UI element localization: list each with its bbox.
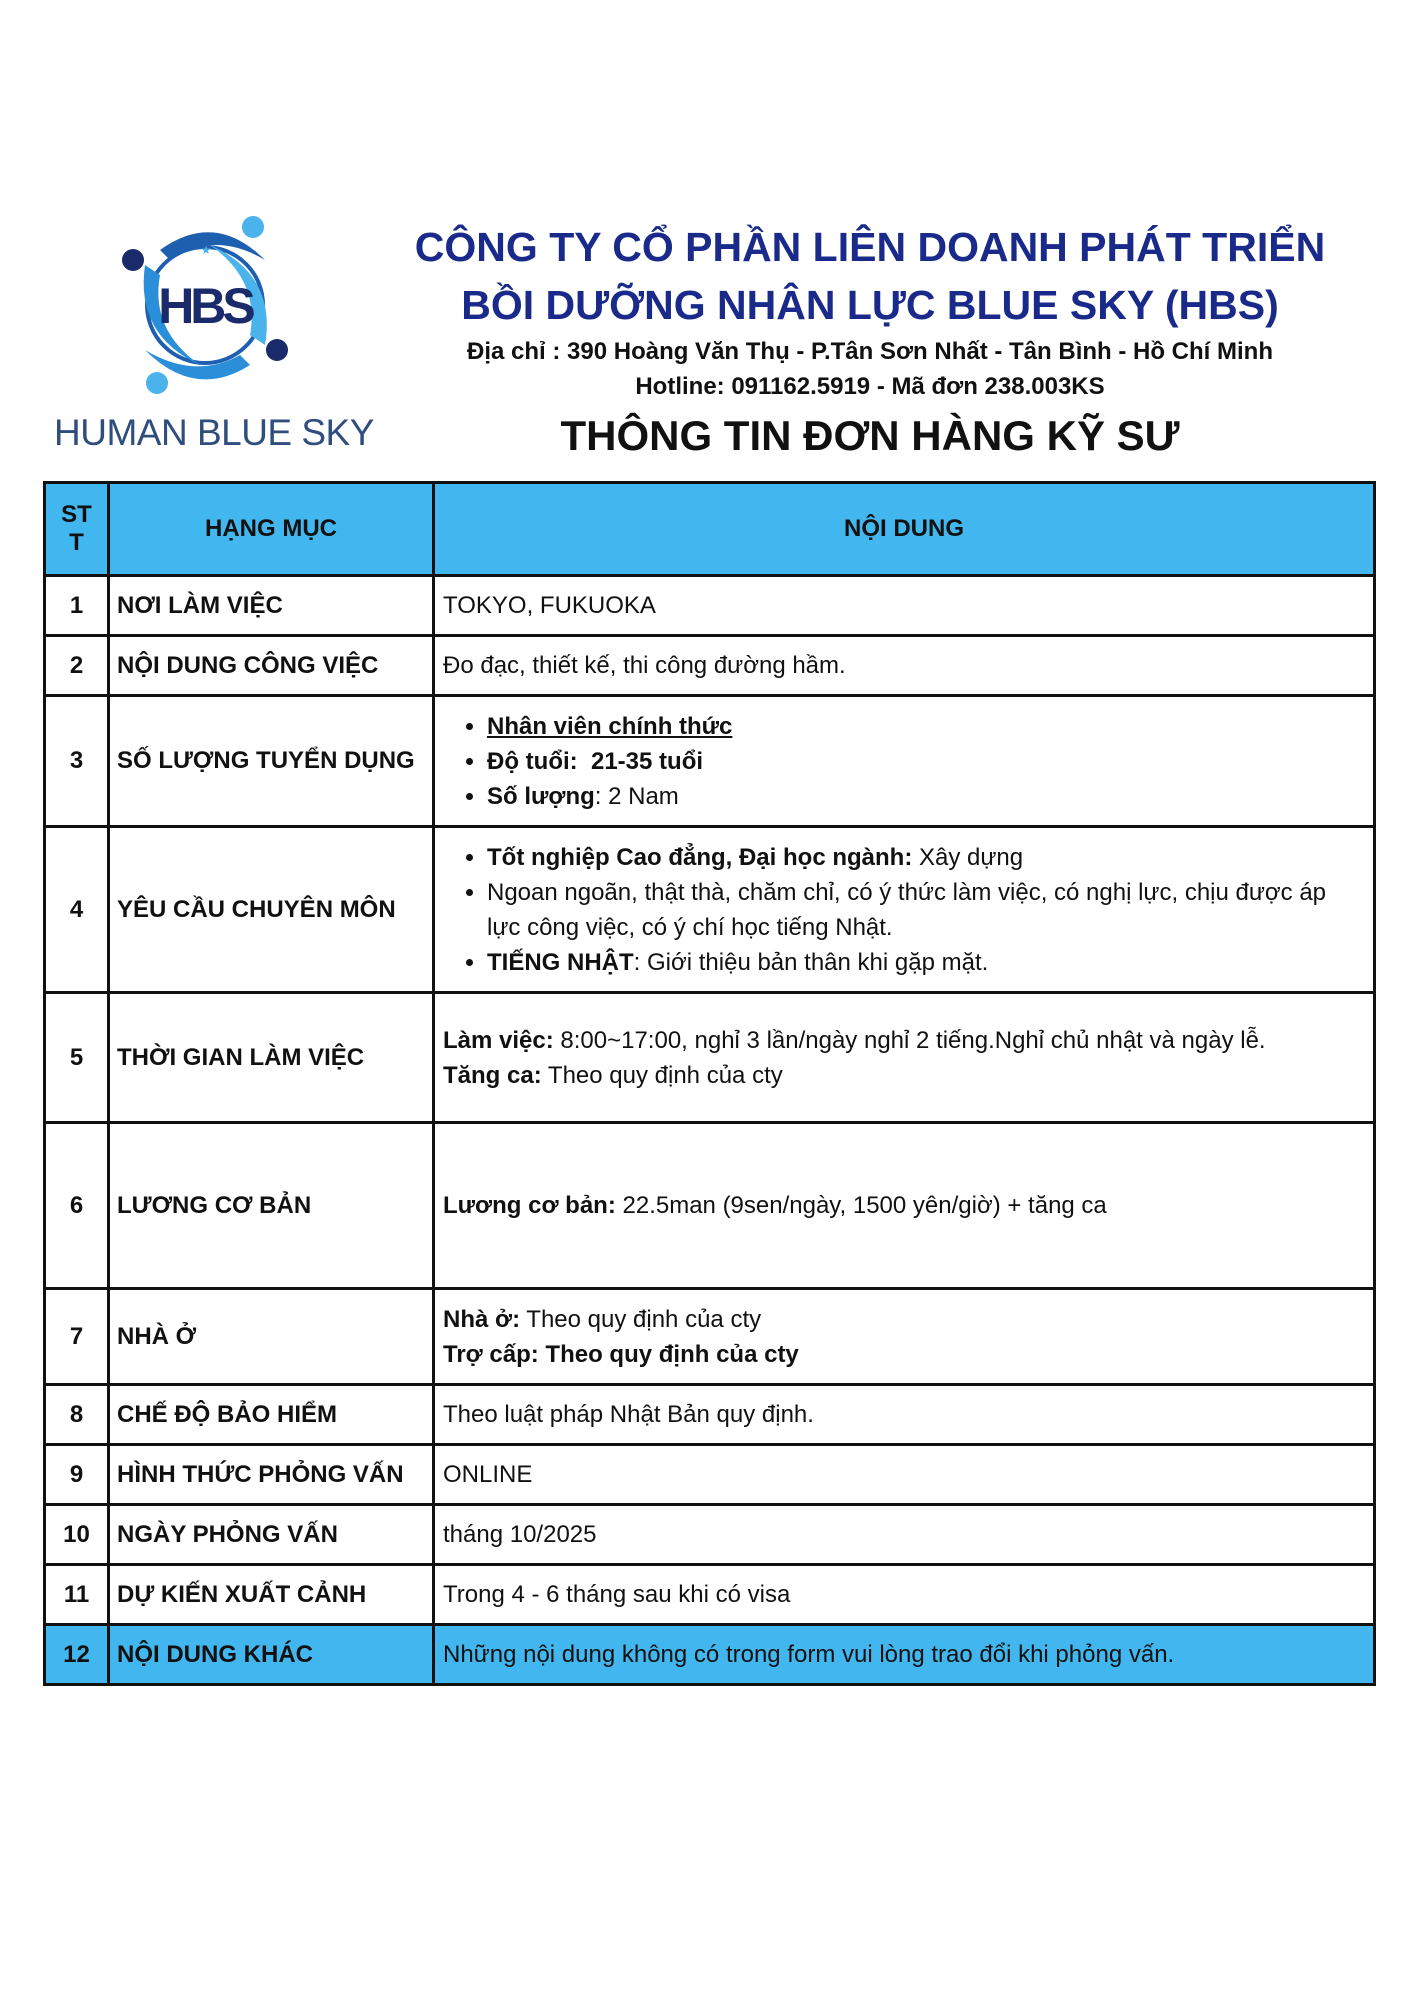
row-number: 6	[45, 1123, 109, 1289]
overtime-value: Theo quy định của cty	[541, 1061, 783, 1089]
page-title: THÔNG TIN ĐƠN HÀNG KỸ SƯ	[560, 412, 1180, 459]
row-content	[434, 993, 1375, 1123]
header-stt-line2: T	[69, 529, 84, 556]
row-number: 2	[45, 636, 109, 696]
row-content: tháng 10/2025	[434, 1505, 1375, 1565]
table-row	[45, 993, 1375, 1123]
row-number: 9	[45, 1445, 109, 1505]
company-name-line2: BỒI DƯỠNG NHÂN LỰC BLUE SKY (HBS)	[461, 282, 1279, 328]
logo-monogram: HBS	[158, 278, 252, 334]
list-item	[487, 709, 1365, 744]
table-row	[45, 636, 1375, 696]
row-content: Theo luật pháp Nhật Bản quy định.	[434, 1385, 1375, 1445]
list-item	[487, 779, 1365, 814]
table-row	[45, 1123, 1375, 1289]
housing-line	[443, 1302, 1365, 1337]
row-category: NGÀY PHỎNG VẤN	[109, 1505, 434, 1565]
row-number: 12	[45, 1625, 109, 1685]
table-header-row	[45, 483, 1375, 576]
table-row	[45, 1625, 1375, 1685]
list-item	[487, 945, 1365, 980]
header-stt-line1: ST	[61, 501, 92, 528]
degree-value: Xây dựng	[912, 843, 1024, 871]
housing-label: Nhà ở:	[443, 1305, 521, 1333]
japanese-label: TIẾNG NHẬT	[487, 948, 634, 976]
row-number: 7	[45, 1289, 109, 1385]
row-category: NỘI DUNG CÔNG VIỆC	[109, 636, 434, 696]
age-label: Độ tuổi:	[487, 747, 578, 775]
row-category: SỐ LƯỢNG TUYỂN DỤNG	[109, 696, 434, 827]
row-category: DỰ KIẾN XUẤT CẢNH	[109, 1565, 434, 1625]
header-category: HẠNG MỤC	[109, 483, 434, 576]
housing-value: Theo quy định của cty	[520, 1305, 762, 1333]
list-item: • Ngoan ngoãn, thật thà, chăm chỉ, có ý thức làm việc, có nghị lực, chịu được áp lực công việc, có ý chí học tiếng Nhật.	[487, 875, 1365, 945]
row-content	[434, 827, 1375, 993]
degree-label: Tốt nghiệp Cao đẳng, Đại học ngành:	[487, 843, 913, 871]
table-row	[45, 1445, 1375, 1505]
row-content	[434, 1123, 1375, 1289]
row-content	[434, 696, 1375, 827]
overtime-line	[443, 1058, 1365, 1093]
work-hours-line	[443, 1023, 1365, 1058]
bullet-list	[443, 840, 1365, 980]
table-row	[45, 576, 1375, 636]
row-content: ONLINE	[434, 1445, 1375, 1505]
age-value: 21-35 tuổi	[590, 747, 704, 775]
row-number: 5	[45, 993, 109, 1123]
row-number: 4	[45, 827, 109, 993]
row-content: Đo đạc, thiết kế, thi công đường hầm.	[434, 636, 1375, 696]
list-item	[487, 840, 1365, 875]
allowance-line	[443, 1337, 1365, 1372]
list-item	[487, 744, 1365, 779]
row-category: NƠI LÀM VIỆC	[109, 576, 434, 636]
row-category: THỜI GIAN LÀM VIỆC	[109, 993, 434, 1123]
company-name-line1: CÔNG TY CỔ PHẦN LIÊN DOANH PHÁT TRIỂN	[414, 224, 1326, 270]
row-number: 10	[45, 1505, 109, 1565]
svg-text:★: ★	[200, 243, 212, 257]
row-number: 1	[45, 576, 109, 636]
table-row	[45, 827, 1375, 993]
allowance-text: Trợ cấp: Theo quy định của cty	[443, 1340, 799, 1368]
row-content: Trong 4 - 6 tháng sau khi có visa	[434, 1565, 1375, 1625]
row-category: YÊU CẦU CHUYÊN MÔN	[109, 827, 434, 993]
company-header	[380, 218, 1360, 404]
bullet-list	[443, 709, 1365, 814]
logo-text: HUMAN BLUE SKY	[54, 412, 374, 453]
row-content	[434, 1289, 1375, 1385]
table-row	[45, 1385, 1375, 1445]
japanese-value: : Giới thiệu bản thân khi gặp mặt.	[633, 948, 989, 976]
row-category: CHẾ ĐỘ BẢO HIỂM	[109, 1385, 434, 1445]
row-number: 3	[45, 696, 109, 827]
salary-value: 22.5man (9sen/ngày, 1500 yên/giờ) + tăng ca	[615, 1192, 1107, 1219]
order-info-table	[43, 481, 1376, 1686]
company-address: Địa chỉ : 390 Hoàng Văn Thụ - P.Tân Sơn Nhất - Tân Bình - Hồ Chí Minh	[467, 338, 1273, 365]
row-category: LƯƠNG CƠ BẢN	[109, 1123, 434, 1289]
header-content: NỘI DUNG	[434, 483, 1375, 576]
table-row	[45, 696, 1375, 827]
overtime-label: Tăng ca:	[443, 1061, 542, 1089]
row-category: NHÀ Ở	[109, 1289, 434, 1385]
row-category: NỘI DUNG KHÁC	[109, 1625, 434, 1685]
company-hotline: Hotline: 091162.5919 - Mã đơn 238.003KS	[635, 373, 1105, 400]
row-content: Những nội dung không có trong form vui lòng trao đổi khi phỏng vấn.	[434, 1625, 1375, 1685]
row-category: HÌNH THỨC PHỎNG VẤN	[109, 1445, 434, 1505]
header-stt	[45, 483, 109, 576]
quantity-value: : 2 Nam	[594, 782, 679, 810]
quantity-label: Số lượng	[487, 782, 595, 810]
company-logo	[50, 205, 380, 465]
row-number: 11	[45, 1565, 109, 1625]
row-number: 8	[45, 1385, 109, 1445]
work-hours-label: Làm việc:	[443, 1026, 554, 1054]
hbs-logo-icon	[105, 205, 305, 405]
table-row	[45, 1505, 1375, 1565]
table-row	[45, 1289, 1375, 1385]
salary-label: Lương cơ bản:	[443, 1192, 616, 1219]
table-row	[45, 1565, 1375, 1625]
work-hours-value: 8:00~17:00, nghỉ 3 lần/ngày nghỉ 2 tiếng.Nghỉ chủ nhật và ngày lễ.	[553, 1026, 1266, 1054]
employee-type: Nhân viên chính thức	[487, 712, 733, 740]
row-content: TOKYO, FUKUOKA	[434, 576, 1375, 636]
